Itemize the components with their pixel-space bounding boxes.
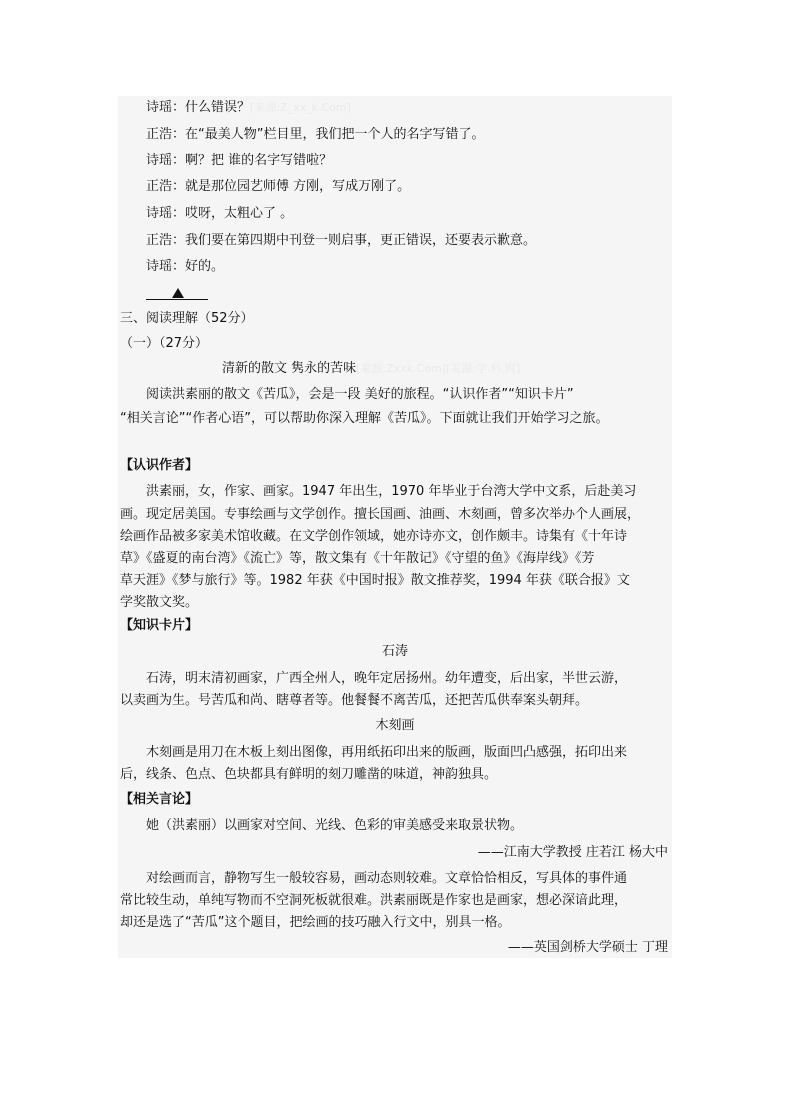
quote-line: 她（洪素丽）以画家对空间、光线、色彩的审美感受来取景状物。 (146, 818, 524, 833)
card-line: 后，线条、色点、色块都具有鲜明的刻刀雕凿的味道，神韵独具。 (120, 767, 498, 782)
dialogue-line: 诗瑶：好的。 (146, 259, 225, 274)
card-title: 木刻画 (375, 718, 415, 733)
article-title: 清新的散文 隽永的苦味[来源:Zxxk.Com][来源:学.科.网] (222, 361, 521, 376)
dialogue-line: 正浩：就是那位园艺师傅 方刚，写成万刚了。 (146, 179, 411, 194)
author-line: 洪素丽，女，作家、画家。1947 年出生，1970 年毕业于台湾大学中文系，后赴美习 (146, 484, 637, 499)
quote-source: ——英国剑桥大学硕士 丁理 (507, 940, 668, 955)
quote-line: 对绘画而言，静物写生一般较容易，画动态则较难。文章恰恰相反，写具体的事件通 (146, 871, 628, 886)
author-line: 草》《盛夏的南台湾》《流亡》等，散文集有《十年散记》《守望的鱼》《海岸线》《芳 (120, 551, 595, 566)
card-line: 以卖画为生。号苦瓜和尚、瞎尊者等。他餐餐不离苦瓜，还把苦瓜供奉案头朝拜。 (120, 693, 589, 708)
card-line: 木刻画是用刀在木板上刻出图像，再用纸拓印出来的版画，版面凹凸感强，拓印出来 (146, 745, 628, 760)
triangle-icon (172, 288, 184, 298)
quote-line: 却还是选了“苦瓜”这个题目，把绘画的技巧融入行文中，别具一格。 (120, 915, 511, 930)
card-line: 石涛，明末清初画家，广西全州人，晚年定居扬州。幼年遭变，后出家，半世云游， (146, 671, 628, 686)
section-title: 三、阅读理解（52分） (120, 311, 254, 326)
author-line: 画。现定居美国。专事绘画与文学创作。擅长国画、油画、木刻画，曾多次举办个人画展， (120, 507, 641, 522)
document-page (118, 96, 672, 958)
subsection-title: （一）（27分） (120, 336, 209, 351)
watermark: [来源:Zxxk.Com][来源:学.科.网] (356, 362, 521, 375)
quote-line: 常比较生动，单纯写物而不空洞死板就很难。洪素丽既是作家也是画家，想必深谙此理， (120, 893, 628, 908)
dialogue-line: 诗瑶：哎呀，太粗心了 。 (146, 206, 294, 221)
author-line: 草天涯》《梦与旅行》等。1982 年获《中国时报》散文推荐奖，1994 年获《联合报》文 (120, 573, 630, 588)
dialogue-line: 诗瑶：什么错误？[来源:Z_xx_k.Com] (146, 100, 351, 115)
card-title: 石涛 (381, 644, 408, 659)
dialogue-line: 正浩：我们要在第四期中刊登一则启事，更正错误，还要表示歉意。 (146, 233, 537, 248)
intro-line: 阅读洪素丽的散文《苦瓜》，会是一段 美好的旅程。“认识作者”“知识卡片” (146, 387, 574, 402)
dialogue-line: 诗瑶：啊？把 谁的名字写错啦？ (146, 153, 333, 168)
quote-source: ——江南大学教授 庄若江 杨大中 (477, 845, 668, 860)
knowledge-heading: 【知识卡片】 (120, 618, 199, 633)
intro-line: “相关言论”“作者心语”，可以帮助你深入理解《苦瓜》。下面就让我们开始学习之旅。 (120, 411, 609, 426)
comments-heading: 【相关言论】 (120, 792, 199, 807)
dialogue-line: 正浩：在“最美人物”栏目里，我们把一个人的名字写错了。 (146, 127, 485, 142)
author-line: 绘画作品被多家美术馆收藏。在文学创作领域，她亦诗亦文，创作颇丰。诗集有《十年诗 (120, 529, 628, 544)
watermark: [来源:Z_xx_k.Com] (250, 101, 351, 114)
author-heading: 【认识作者】 (120, 458, 199, 473)
author-line: 学奖散文奖。 (120, 595, 199, 610)
